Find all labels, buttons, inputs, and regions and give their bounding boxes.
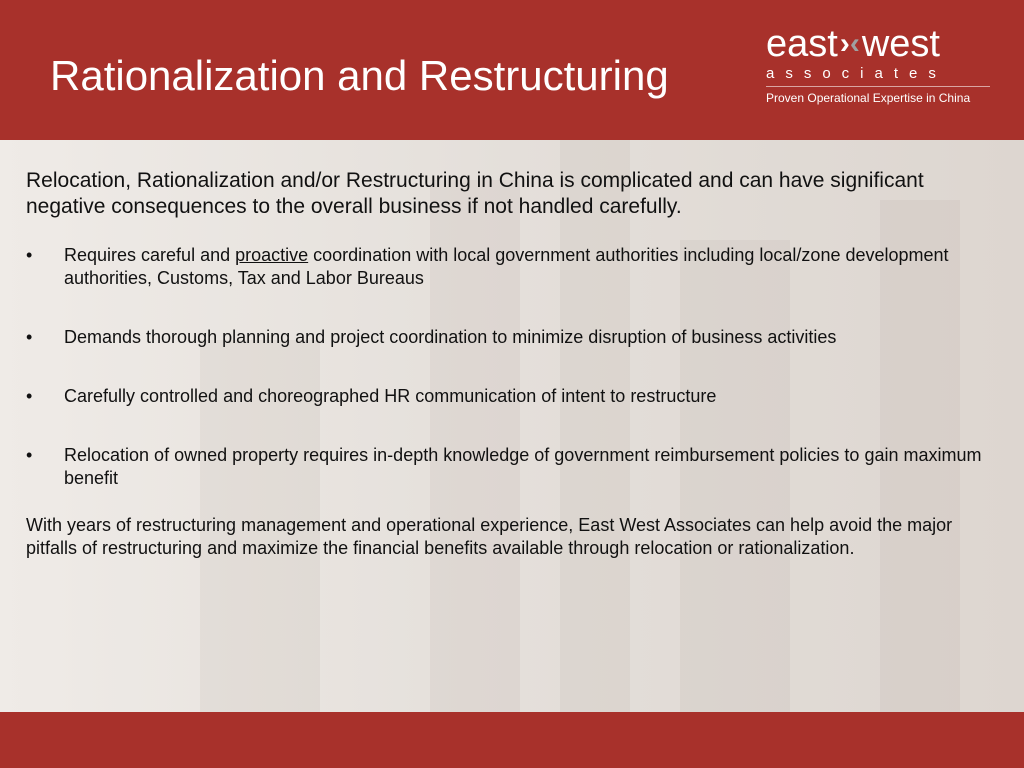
bullet-item: • Relocation of owned property requires in-depth knowledge of government reimbursement policies to gain maximum benefit: [26, 445, 982, 488]
intro-paragraph: Relocation, Rationalization and/or Restructuring in China is complicated and can have significant negative consequences to the overall business if not handled carefully.: [26, 169, 924, 218]
slide-body: [26, 168, 996, 578]
logo-tagline: Proven Operational Expertise in China: [766, 91, 971, 105]
logo-east: east: [766, 23, 838, 65]
footer-bar: [0, 712, 1024, 768]
logo-associates: associates: [766, 64, 990, 87]
slide-title: Rationalization and Restructuring: [50, 52, 669, 99]
logo-west: west: [861, 23, 940, 65]
outro-paragraph: With years of restructuring management and operational experience, East West Associates can help avoid the major pitfalls of restructuring and maximize the financial benefits available through relocation or rationalization.: [26, 515, 953, 558]
header-bar: [0, 0, 1024, 140]
bullet-item: • Requires careful and proactive coordination with local government authorities including local/zone development authorities, Customs, Tax and Labor Bureaus: [26, 245, 949, 288]
emphasis-text: proactive: [235, 245, 309, 265]
company-logo: [766, 24, 990, 105]
bullet-item: • Demands thorough planning and project coordination to minimize disruption of business activities: [26, 327, 837, 347]
bullet-item: • Carefully controlled and choreographed HR communication of intent to restructure: [26, 386, 717, 406]
arrows-icon: ›‹: [839, 27, 860, 60]
